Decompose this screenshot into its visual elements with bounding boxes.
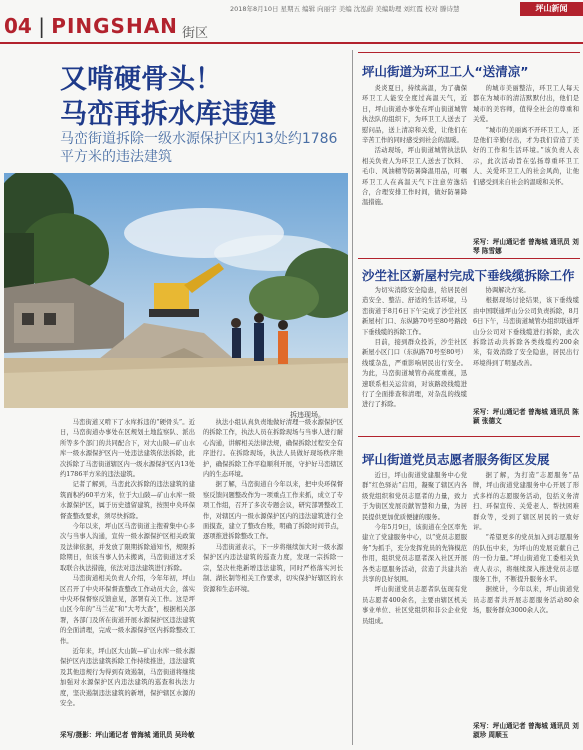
article-cables-col2 <box>473 286 579 404</box>
header-rule <box>0 42 583 44</box>
page-word: PINGSHAN <box>51 14 178 38</box>
article-title-cleaners: 坪山街道为环卫工人“送清凉” <box>362 64 529 79</box>
lead-credit: 采写/摄影：坪山通记者 曾海城 通讯员 吴玲敏 <box>60 731 195 739</box>
demolition-photo-drawing <box>4 173 348 408</box>
article-rule <box>358 52 580 53</box>
article-paragraph: 根据现场讨论结果，该下垂线缆由中国联通坪山分公司负责拆除，8月6日下午，马峦街道城管办组织联通坪山分公司对下垂线缆进行拆除，此次拆除活动共拆除各类线缆约200余米，有效消除了安全隐患，居民出行环境得到了明显改善。 <box>473 297 579 367</box>
article-title-cables: 沙坣社区新屋村完成下垂线缆拆除工作 <box>362 268 575 283</box>
article-paragraph: 坪山街道党员志愿者队伍现有党员志愿者400余名，主要由辖区机关事业单位、社区党组织和非公企业党员组成。 <box>362 586 467 625</box>
section-label: 街区 <box>182 26 209 41</box>
article-paragraph: 据了解，为打造“志愿服务”品牌，坪山街道党建服务中心开展了形式多样的志愿服务活动，包括义务清扫、环保宣传、关爱老人、帮扶困难群众等，受到了辖区居民的一致好评。 <box>473 472 579 532</box>
article-paragraph: 目前，接到群众投诉，沙坣社区新屋小区门口（东纵路70号至80号）线缆杂乱，严重影响居民出行安全。为此，马峦街道城管办高度重视，迅速联系相关运营商，对该路段线缆进行了全面排查和清理，对杂乱的线缆进行了拆除。 <box>362 339 467 409</box>
article-paragraph: 活动现场，坪山街道城管执法队相关负责人为环卫工人送去了饮料、毛巾、风油精等防暑降温用品，叮嘱环卫工人在高温天气下注意劳逸结合，合理安排工作时间，做好防暑降温措施。 <box>362 147 467 207</box>
article-paragraph: 为切实消除安全隐患，给居民创造安全、整洁、舒适的生活环境，马峦街道于8月6日下午完成了沙坣社区新屋村门口、东纵路70号至80号路段下垂线缆的拆除工作。 <box>362 287 467 336</box>
article-paragraph: 炎炎夏日，持续高温，为了确保环卫工人能安全度过高温天气，近日，坪山街道办事处在坪山街道城管执法队的组织下，为环卫工人送去了慰问品，送上清凉和关爱，让他们在辛苦工作的同时感受到社会的温暖。 <box>362 85 467 145</box>
photo-caption: 拆违现场。 <box>290 411 325 419</box>
lead-headline <box>60 62 350 132</box>
article-paragraph: “希望更多的党员加入到志愿服务的队伍中来，为坪山的发展贡献自己的一份力量。”坪山街道党工委相关负责人表示，将继续深入推进党员志愿服务工作，不断提升服务水平。 <box>473 534 579 584</box>
lead-headline-line1: 又啃硬骨头！ <box>60 64 222 95</box>
lead-paragraph: 马峦街道相关负责人介绍，今年年初，坪山区召开了中央环保督查整改工作动员大会，落实中央环保督察反馈意见，部署有关工作。这是坪山区今年的“马兰花”和“大考大查”，根据相关部署，各部门及所在街道开展水源保护区违法建筑的全面清理，完成一级水源保护区内拆除整改工作。 <box>60 575 195 645</box>
article-rule <box>358 258 580 259</box>
article-volunteers-col2 <box>473 471 579 719</box>
column-divider <box>352 50 353 745</box>
page-number: 04 | PINGSHAN <box>4 14 178 38</box>
lead-paragraph: 马峦街道又啃下了水库拆违的“硬骨头”。近日，马峦街道办事处在区规划土地监察队、派出所等多个部门的共同配合下，对大山陂—矿山水库一级水源保护区内一处违法建筑依法拆除，此次拆除了马峦街道辖区内一级水源保护区内13处约1786平方米的违法建筑。 <box>60 419 195 479</box>
lead-paragraph: 据了解，马峦街道自今年以来，把中央环保督察反馈问题整改作为一项重点工作来抓，成立了专项工作组，召开了多次专题会议，研究部署整改工作，对辖区内一级水源保护区内的违法建筑进行全面摸查，建立了整改台账，明确了拆除时间节点，逐项推进拆除整改工作。 <box>203 481 343 541</box>
edition-meta: 2018年8月10日 星期五 编辑 向丽宇 美编 沈泓蔚 美编助理 刘红霞 校对 滕诗慧 <box>230 5 460 13</box>
article-cleaners-col1 <box>362 84 467 242</box>
article-paragraph: 协调解决方案。 <box>485 287 530 294</box>
lead-body-col1 <box>60 418 195 723</box>
article-cleaners-credit: 采写：坪山通记者 曾海城 通讯员 刘 琴 陈雪娜 <box>473 238 579 255</box>
article-paragraph: “城市的美丽离不开环卫工人，还是他们辛勤付出，才为我们营造了美好的工作和生活环境。”该负责人表示，此次活动旨在弘扬尊重环卫工人、关爱环卫工人的社会风尚，让他们感受到来自社会的温暖和关怀。 <box>473 126 579 186</box>
article-paragraph: 近日，坪山街道党建服务中心党群“红色驿站”启用，凝聚了辖区内各级党组织和党员志愿者的力量，致力于为街区发展贡献智慧和力量，为居民提供更加优质便捷的服务。 <box>362 472 467 521</box>
article-paragraph: 的城市美丽整洁，环卫工人每天都在为城市的清洁默默付出，他们是城市的美容师，值得全社会的尊重和关爱。 <box>473 85 579 124</box>
lead-paragraph: 执法小组认真负责地做好清理一级水源保护区的拆除工作，执法人员在拆除现场与当事人进行耐心沟通，讲解相关法律法规，确保拆除过程安全有序进行。在拆除现场，执法人员做好现场秩序维护，确保拆除工作平稳顺利开展，守护好马峦辖区内的生态环境。 <box>203 419 343 479</box>
paper-logo: 坪山新闻 <box>520 2 583 16</box>
article-cleaners-col2 <box>473 84 579 242</box>
lead-headline-line2: 马峦再拆水库违建 <box>60 99 276 130</box>
article-volunteers-credit: 采写：坪山通记者 曾海城 通讯员 刘淑珍 周顺玉 <box>473 722 579 739</box>
lead-subheadline: 马峦街道拆除一级水源保护区内13处约1786平方米的违法建筑 <box>60 131 338 165</box>
article-cables-credit: 采写：坪山通记者 曾海城 通讯员 陈 颖 张德文 <box>473 408 579 425</box>
article-paragraph: 今年5月9日，该街道在全区率先建立了党建服务中心，以“党员志愿服务”为抓手，充分发挥党员的先锋模范作用，组织党员志愿者深入社区开展各类志愿服务活动，营造了共建共治共享的良好氛围。 <box>362 524 467 584</box>
lead-paragraph: 今年以来，坪山区马峦街道主抱着集中心多次与当事人沟通，宣传一级水源保护区相关政策及法律依据，并发放了限期拆除通知书，规限拆除期日，但该当事人仍未搬离，马峦街道这才采取联合执法措施，依法对违法建筑进行拆除。 <box>60 523 195 572</box>
lead-paragraph: 马峦街道表示，下一步将继续加大对一级水源保护区内违法建筑的巡查力度，发现一宗拆除一宗，坚决杜绝新增违法建筑，同时严格落实河长制、湖长制等相关工作要求，切实保护好辖区的水资源和生态环境。 <box>203 543 343 593</box>
article-volunteers-col1 <box>362 471 467 741</box>
demolition-photo <box>4 173 348 408</box>
page-number-value: 04 <box>4 14 32 38</box>
article-rule <box>358 436 580 437</box>
article-paragraph: 据统计，今年以来，坪山街道党员志愿者共开展志愿服务活动80余场，服务群众3000余人次。 <box>473 586 579 615</box>
lead-paragraph: 近年来，坪山区大山陂—矿山水库一级水源保护区内违法建筑拆除工作持续推进，违法建筑及其他违规行为得到有效遏制，马峦街道将继续加强对水源保护区内违法建筑的巡查和执法力度，坚决遏制违法建筑的新增，保护辖区水源的安全。 <box>60 647 195 707</box>
lead-paragraph: 记者了解到，马峦此次拆除的违法建筑的建筑面积约60平方米，位于大山陂—矿山水库一级水源保护区，属于历史遗留建筑，按照中央环保督查整改要求，须尽快拆除。 <box>60 481 195 520</box>
article-title-volunteers: 坪山街道党员志愿者服务街区发展 <box>362 452 550 467</box>
lead-body-col2 <box>203 418 343 723</box>
article-cables-col1 <box>362 286 467 426</box>
